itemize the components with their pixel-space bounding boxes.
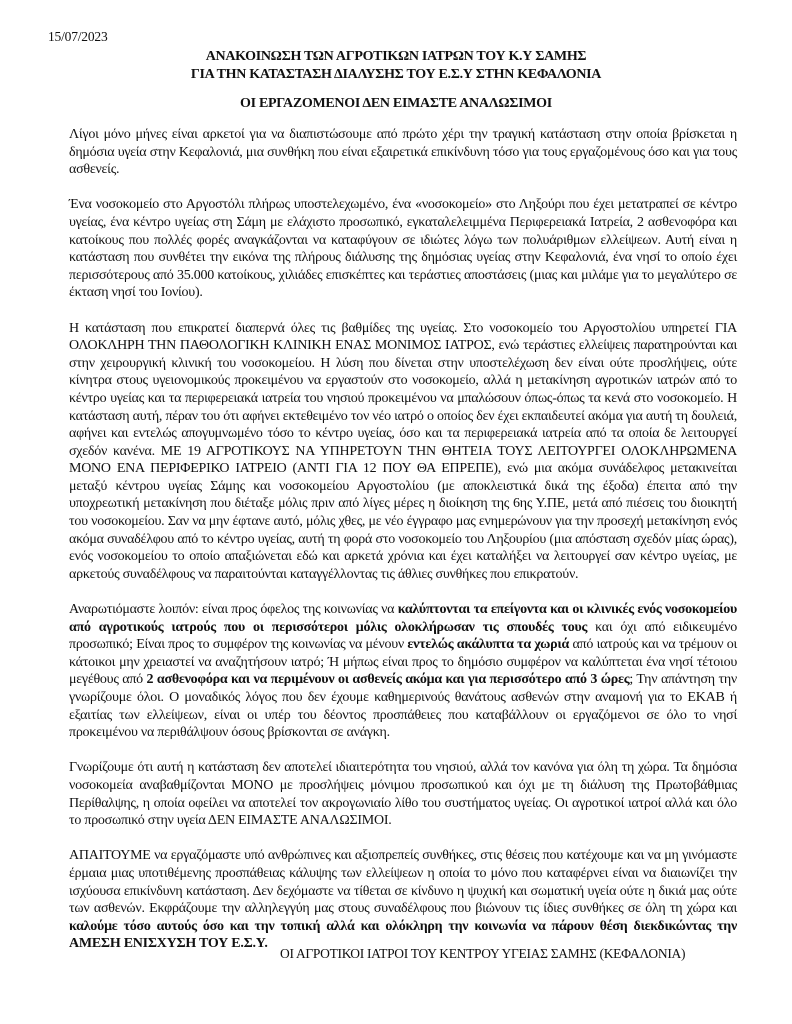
paragraph-text: Γνωρίζουμε ότι αυτή η κατάσταση δεν αποτελεί ιδιαιτερότητα του νησιού, αλλά τον κανόνα για όλη τη χώρα. Τα δημόσια νοσοκομεία αναβαθμίζονται ΜΟΝΟ με προσλήψεις μόνιμου προσωπικού και όχι με τη διάλυση της Πρωτοβάθμιας Περίθαλψης, η οποία οφείλει να αποτελεί τον ακρογωνιαίο λίθο του συστήματος υγείας. Οι αγροτικοί ιατροί αλλά και όλο το προσωπικό στην υγεία ΔΕΝ ΕΙΜΑΣΤΕ ΑΝΑΛΩΣΙΜΟΙ. [69,760,737,829]
paragraph-4 [69,601,737,742]
paragraph-text: και όχι από ειδικευμένο προσωπικό; Είναι προς το συμφέρον της κοινωνίας να μένουν [69,619,738,653]
paragraph-text: Λίγοι μόνο μήνες είναι αρκετοί για να διαπιστώσουμε από πρώτο χέρι την τραγική κατάσταση στην οποία βρίσκεται η δημόσια υγεία στην Κεφαλονιά, μια συνθήκη που είναι εξαιρετικά επικίνδυνη τόσο για τους εργαζομένους όσο και για τους ασθενείς. [69,127,737,178]
paragraph-text: ; Την απάντηση την γνωρίζουμε όλοι. Ο μοναδικός λόγος που δεν έχουμε καθημερινούς θανάτους ασθενών στην αναμονή για το ΕΚΑΒ ή εξαιτίας των ελλείψεων, είναι οι υπέρ του δέοντος προσπάθειες που καταβάλλουν οι εργαζόμενοι σε όλο το νησί προκειμένου να περιθάλψουν όσους βρίσκονται σε ανάγκη. [69,672,737,741]
paragraph-6 [69,847,737,953]
document-subtitle: ΟΙ ΕΡΓΑΖΟΜΕΝΟΙ ΔΕΝ ΕΙΜΑΣΤΕ ΑΝΑΛΩΣΙΜΟΙ [240,96,552,111]
paragraph-text: Αναρωτιόμαστε λοιπόν: είναι προς όφελος της κοινωνίας να [69,602,398,618]
title-line-1: ΑΝΑΚΟΙΝΩΣΗ ΤΩΝ ΑΓΡΟΤΙΚΩΝ ΙΑΤΡΩΝ ΤΟΥ Κ.Υ ΣΑΜΗΣ [205,49,587,64]
paragraph-5 [69,759,737,829]
paragraph-3 [69,320,737,584]
paragraph-text: ΑΠΑΙΤΟΥΜΕ να εργαζόμαστε υπό ανθρώπινες και αξιοπρεπείς συνθήκες, στις θέσεις που κατέχουμε και να μη γινόμαστε έρμαια μιας υποτιθέμενης προσπάθειας κάλυψης των ελλείψεων η οποία το μόνο που καταφέρνει είναι να διαιωνίζει την ισχύουσα επικίνδυνη κατάσταση. Δεν δεχόμαστε να τίθεται σε κίνδυνο η ψυχική και σωματική υγεία ούτε η δικιά μας ούτε των ασθενών. Εκφράζουμε την αλληλεγγύη μας στους συναδέλφους που βιώνουν τις ίδιες συνθήκες σε όλη τη χώρα και [69,848,737,917]
emphasis-text: καλύπτονται τα επείγοντα και οι κλινικές ενός νοσοκομείου από αγροτικούς ιατρούς που οι περισσότεροι μόλις ολοκλήρωσαν τις σπουδές τους [69,602,737,635]
document-body [69,126,737,971]
paragraph-text: Ένα νοσοκομείο στο Αργοστόλι πλήρως υποστελεχωμένο, ένα «νοσοκομείο» στο Ληξούρι που έχει μετατραπεί σε κέντρο υγείας, ένα κέντρο υγείας στη Σάμη με ελάχιστο προσωπικό, εγκαταλελειμμένα Περιφερειακά Ιατρεία, 2 ασθενοφόρα και κατοίκους που πολλές φορές αναγκάζονται να καταφύγουν σε ιδιώτες λόγω των πολυάριθμων ελλείψεων. Αυτή είναι η κατάσταση που συνθέτει την εικόνα της πλήρους διάλυσης της δημόσιας υγείας στην Κεφαλονιά, ένα νησί το οποίο έχει περισσότερους από 35.000 κατοίκους, χιλιάδες επισκέπτες και τεράστιες αποστάσεις (μιας και μιλάμε για το μεγαλύτερο σε έκταση νησί του Ιονίου). [69,197,737,301]
paragraph-1 [69,126,737,179]
document-date: 15/07/2023 [48,29,108,44]
document-title [0,48,792,84]
paragraph-text: από ιατρούς και να τρέμουν οι κάτοικοι μην χρειαστεί να αναζητήσουν ιατρό; Ή μήπως είναι προς το δημόσιο συμφέρον να καλύπτεται ένα νησί τέτοιου μεγέθους από [69,637,737,688]
emphasis-text: καλούμε τόσο αυτούς όσο και την τοπική αλλά και ολόκληρη την κοινωνία να πάρουν θέση διεκδικώντας την ΑΜΕΣΗ ΕΝΙΣΧΥΣΗ ΤΟΥ Ε.Σ.Υ. [69,918,737,952]
paragraph-2 [69,196,737,302]
paragraph-text: Η κατάσταση που επικρατεί διαπερνά όλες τις βαθμίδες της υγείας. Στο νοσοκομείο του Αργοστολίου υπηρετεί ΓΙΑ ΟΛΟΚΛΗΡΗ ΤΗΝ ΠΑΘΟΛΟΓΙΚΗ ΚΛΙΝΙΚΗ ΕΝΑΣ ΜΟΝΙΜΟΣ ΙΑΤΡΟΣ, ενώ τεράστιες ελλείψεις παρατηρούνται και στην χειρουργική κλινική του νοσοκομείου. Η λύση που δίνεται στην υποστελέχωση δεν είναι ούτε προσλήψεις, ούτε κίνητρα στους υγειονομικούς προκειμένου να εργαστούν στο νοσοκομείο, αλλά η μετακίνηση αγροτικών ιατρών από το κέντρο υγείας και τα περιφερειακά ιατρεία του νησιού προκειμένου να μπαλώσουν όπως-όπως τα κενά στο νοσοκομείο. Η κατάσταση αυτή, πέραν του ότι αφήνει εκτεθειμένο τον νέο ιατρό ο οποίος δεν έχει εκπαιδευτεί ακόμα για αυτή τη δουλειά, αφήνει και εντελώς απογυμνωμένο τόσο το κέντρο υγείας, όσο και τα περιφερειακά ιατρεία από τα οποία δε λειτουργεί σχεδόν κανένα. ΜΕ 19 ΑΓΡΟΤΙΚΟΥΣ ΝΑ ΥΠΗΡΕΤΟΥΝ ΤΗΝ ΘΗΤΕΙΑ ΤΟΥΣ ΛΕΙΤΟΥΡΓΕΙ ΟΛΟΚΛΗΡΩΜΕΝΑ ΜΟΝΟ ΕΝΑ ΠΕΡΙΦΕΡΙΚΟ ΙΑΤΡΕΙΟ (ΑΝΤΙ ΓΙΑ 12 ΠΟΥ ΘΑ ΕΠΡΕΠΕ), ενώ μια ακόμα συνάδελφος μετακινείται μεταξύ κέντρου υγείας Σάμης και νοσοκομείου Αργοστολίου (με αποκλειστικά δικά της έξοδα) έπειτα από την υποχρεωτική μετακίνηση που διέταξε μόλις πριν από λίγες μέρες η διοίκηση της 6ης Υ.ΠΕ, μετά από πιέσεις του διοικητή του νοσοκομείου. Σαν να μην έφτανε αυτό, μόλις χθες, με νέο έγγραφο μας ενημερώνουν για την προσεχή μετακίνηση ενός ακόμα συναδέλφου από το κέντρο υγείας, αυτή τη φορά στο νοσοκομείο του Ληξουρίου (μια απόσταση σχεδόν μίας ώρας), ενός νοσοκομείου το οποίο απαξιώνεται εδώ και αρκετά χρόνια και έχει καταλήξει να λειτουργεί σαν κέντρο υγείας, με αρκετούς συναδέλφους να παραιτούνται καταγγέλλοντας τις άθλιες συνθήκες που επικρατούν. [69,320,737,582]
title-line-2: ΓΙΑ ΤΗΝ ΚΑΤΑΣΤΑΣΗ ΔΙΑΛΥΣΗΣ ΤΟΥ Ε.Σ.Υ ΣΤΗΝ ΚΕΦΑΛΟΝΙΑ [190,67,602,82]
document-signature: ΟΙ ΑΓΡΟΤΙΚΟΙ ΙΑΤΡΟΙ ΤΟΥ ΚΕΝΤΡΟΥ ΥΓΕΙΑΣ ΣΑΜΗΣ (ΚΕΦΑΛΟΝΙΑ) [280,946,686,961]
emphasis-text: 2 ασθενοφόρα και να περιμένουν οι ασθενείς ακόμα και για περισσότερο από 3 ώρες [146,672,630,688]
emphasis-text: εντελώς ακάλυπτα τα χωριά [407,637,570,653]
